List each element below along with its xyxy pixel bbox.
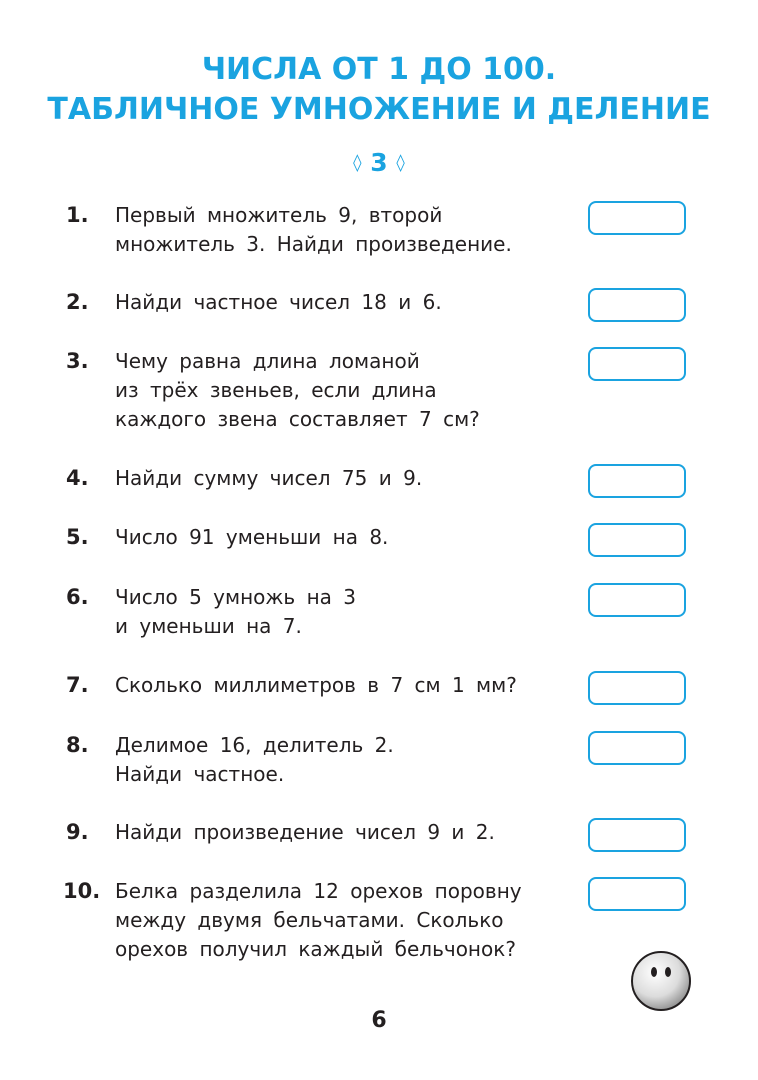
diamond-left-icon: ◊: [353, 153, 362, 173]
question-text: Первый множитель 9, второй множитель 3. Найди произведение.: [115, 203, 512, 256]
answer-box[interactable]: [588, 523, 686, 557]
question-text: Найди произведение чисел 9 и 2.: [115, 820, 495, 844]
answer-box[interactable]: [588, 818, 686, 852]
answer-box[interactable]: [588, 583, 686, 617]
variant-label: [0, 148, 758, 177]
question-number: 4.: [66, 466, 89, 490]
page-title-line-2: ТАБЛИЧНОЕ УМНОЖЕНИЕ И ДЕЛЕНИЕ: [47, 92, 711, 127]
answer-box[interactable]: [588, 201, 686, 235]
answer-box[interactable]: [588, 347, 686, 381]
question-text: Найди сумму чисел 75 и 9.: [115, 466, 423, 490]
question-number: 8.: [66, 733, 89, 757]
diamond-right-icon: ◊: [396, 153, 405, 173]
page-number: 6: [371, 1008, 387, 1033]
question-number: 2.: [66, 290, 89, 314]
answer-box[interactable]: [588, 731, 686, 765]
page-title-line-1: ЧИСЛА ОТ 1 ДО 100.: [201, 52, 557, 87]
smiley-ball-icon: [630, 950, 692, 1012]
variant-number: 3: [370, 148, 388, 177]
question-text: Белка разделила 12 орехов поровну между двумя бельчатами. Сколько орехов получил каждый бельчонок?: [115, 879, 522, 961]
question-number: 9.: [66, 820, 89, 844]
question-number: 7.: [66, 673, 89, 697]
question-text: Число 91 уменьши на 8.: [115, 525, 389, 549]
question-text: Число 5 умножь на 3 и уменьши на 7.: [115, 585, 356, 638]
answer-box[interactable]: [588, 671, 686, 705]
question-number: 1.: [66, 203, 89, 227]
question-number: 6.: [66, 585, 89, 609]
question-number: 5.: [66, 525, 89, 549]
answer-box[interactable]: [588, 288, 686, 322]
question-number: 3.: [66, 349, 89, 373]
question-number: 10.: [63, 879, 101, 903]
question-text: Сколько миллиметров в 7 см 1 мм?: [115, 673, 517, 697]
answer-box[interactable]: [588, 877, 686, 911]
question-text: Делимое 16, делитель 2. Найди частное.: [115, 733, 394, 786]
answer-box[interactable]: [588, 464, 686, 498]
question-text: Чему равна длина ломаной из трёх звеньев, если длина каждого звена составляет 7 см?: [115, 349, 480, 431]
question-text: Найди частное чисел 18 и 6.: [115, 290, 442, 314]
